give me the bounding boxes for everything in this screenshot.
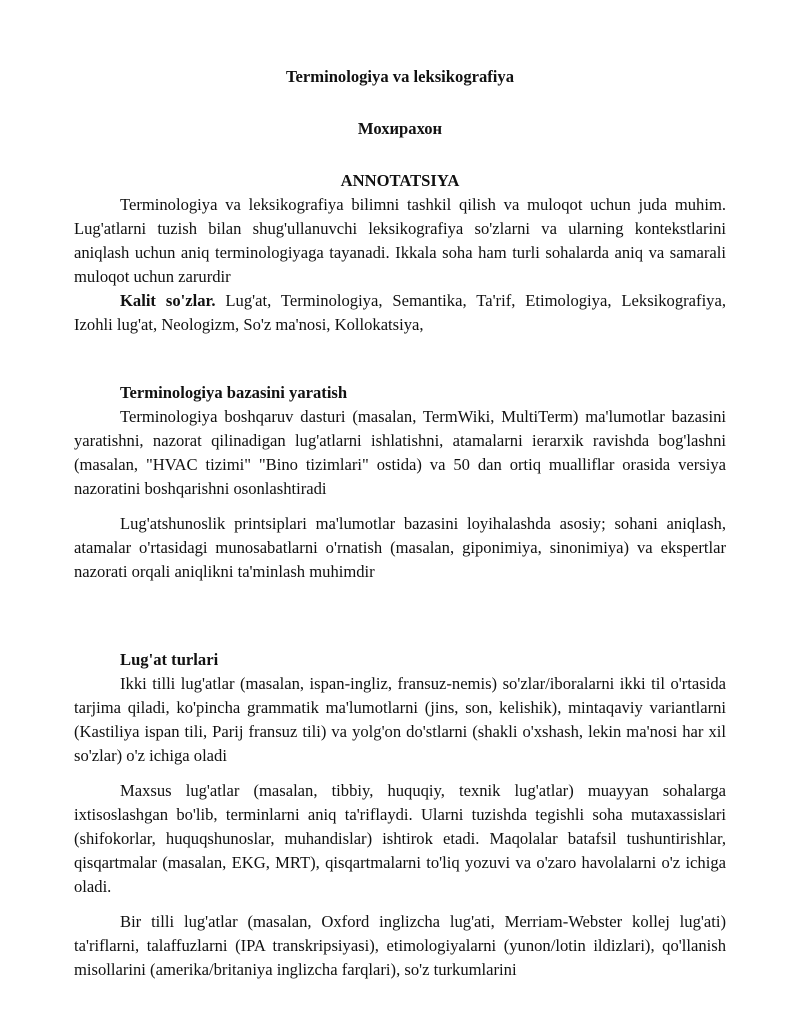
section-paragraph: Terminologiya boshqaruv dasturi (masalan, TermWiki, MultiTerm) ma'lumotlar bazasini yaratishni, nazorat qilinadigan lug'atlarni ishlatishni, atamalarni ierarxik ravishda bog'lashni (masalan, "HVAC tizimi" "Bino tizimlari" ostida) va 50 dan ortiq mualliflar orasida versiya nazoratini boshqarishni osonlashtiradi [74,407,726,498]
section-paragraph: Bir tilli lug'atlar (masalan, Oxford inglizcha lug'ati, Merriam-Webster kollej lug'ati) ta'riflarni, talaffuzlarni (IPA transkripsiyasi), etimologiyalarni (yunon/lotin ildizlari), qo'llanish misollarini (amerika/britaniya inglizcha farqlari), so'z turkumlarini [74,912,726,979]
section-heading-terminology-base: Terminologiya bazasini yaratish [120,383,348,402]
keywords-label: Kalit so'zlar. [120,291,216,310]
section-paragraph: Ikki tilli lug'atlar (masalan, ispan-ingliz, fransuz-nemis) so'zlar/iboralarni ikki til o'rtasida tarjima qiladi, ko'pincha grammatik ma'lumotlarni (jins, son, kelishik), mintaqaviy variantlarni (Kastiliya ispan tili, Parij fransuz tili) va yolg'on do'stlarni (shakli o'xshash, lekin ma'nosi har xil so'zlar) o'z ichiga oladi [74,674,726,765]
author-name: Мохирахон [357,119,443,138]
section-paragraph: Lug'atshunoslik printsiplari ma'lumotlar bazasini loyihalashda asosiy; sohani aniqlash, atamalar o'rtasidagi munosabatlarni o'rnatish (masalan, giponimiya, sinonimiya) va ekspertlar nazorati orqali aniqlikni ta'minlash muhimdir [74,514,726,581]
section-paragraph: Maxsus lug'atlar (masalan, tibbiy, huquqiy, texnik lug'atlar) muayyan sohalarga ixtisoslashgan bo'lib, terminlarni aniq ta'riflaydi. Ularni tuzishda tegishli soha mutaxassislari (shifokorlar, huquqshunoslar, muhandislar) ishtirok etadi. Maqolalar batafsil tushuntirishlar, qisqartmalar (masalan, EKG, MRT), qisqartmalarni to'liq yozuvi va o'zaro havolalarni o'z ichiga oladi. [74,781,726,896]
document-title: Terminologiya va leksikografiya [285,67,515,86]
keywords-list: Lug'at, Terminologiya, Semantika, Ta'rif, Etimologiya, Leksikografiya, Izohli lug'at, Neologizm, So'z ma'nosi, Kollokatsiya, [74,291,726,334]
annotation-paragraph: Terminologiya va leksikografiya bilimni tashkil qilish va muloqot uchun juda muhim. Lug'atlarni tuzish bilan shug'ullanuvchi leksikografiya so'zlarni va ularning kontekstlarini aniqlash uchun aniq terminologiyaga tayanadi. Ikkala soha ham turli sohalarda aniq va samarali muloqot uchun zarurdir [74,195,726,286]
keywords-paragraph [74,289,726,337]
annotation-heading: ANNOTATSIYA [340,171,460,190]
section-heading-dictionary-types: Lug'at turlari [120,650,219,669]
